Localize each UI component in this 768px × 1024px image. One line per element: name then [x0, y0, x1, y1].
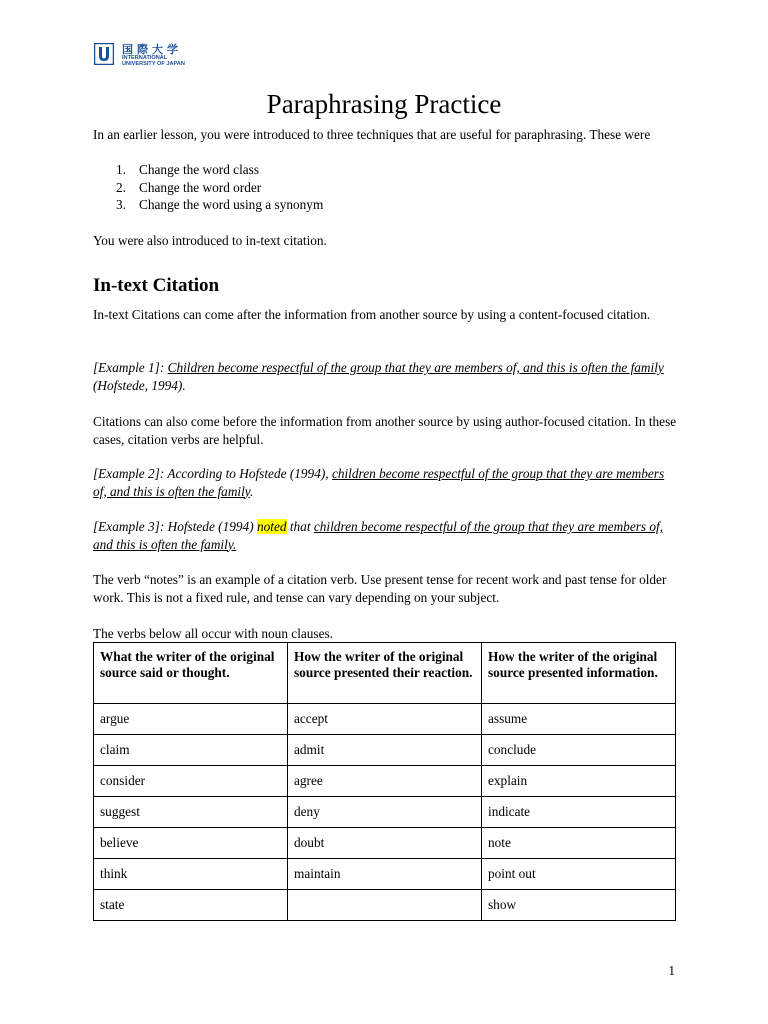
example-2	[93, 465, 678, 500]
table-cell: agree	[288, 766, 482, 797]
table-cell: state	[94, 890, 288, 921]
table-row	[94, 797, 676, 828]
example-1-citation: (Hofstede, 1994).	[93, 377, 186, 393]
table-row	[94, 890, 676, 921]
table-cell: think	[94, 859, 288, 890]
table-row	[94, 828, 676, 859]
table-cell: indicate	[482, 797, 676, 828]
table-header-cell: What the writer of the original source said or thought.	[94, 643, 288, 704]
table-cell: admit	[288, 735, 482, 766]
table-row	[94, 859, 676, 890]
technique-text: Change the word using a synonym	[139, 197, 324, 213]
table-cell: explain	[482, 766, 676, 797]
verbs-table-intro: The verbs below all occur with noun clauses.	[93, 626, 334, 641]
table-header-cell: How the writer of the original source presented their reaction.	[288, 643, 482, 704]
technique-item	[93, 196, 323, 214]
example-3-lead: [Example 3]: Hofstede (1994)	[93, 519, 257, 534]
table-cell: suggest	[94, 797, 288, 828]
table-cell: conclude	[482, 735, 676, 766]
table-header-row	[94, 643, 676, 704]
citation-verbs-table	[93, 642, 676, 921]
logo-japanese-text: 国際大学	[122, 43, 182, 56]
table-cell: deny	[288, 797, 482, 828]
page-number: 1	[668, 963, 675, 978]
table-row	[94, 766, 676, 797]
table-cell: point out	[482, 859, 676, 890]
example-3-highlighted-verb: noted	[256, 519, 287, 534]
example-3	[93, 518, 678, 553]
table-cell: accept	[288, 704, 482, 735]
example-1-label: [Example 1]:	[93, 360, 168, 375]
technique-number: 3.	[116, 197, 126, 213]
table-row	[94, 735, 676, 766]
example-3-quote: children become respectful of the group that they are members of, and this is often the family.	[93, 519, 664, 552]
technique-text: Change the word order	[139, 179, 262, 195]
table-cell: believe	[94, 828, 288, 859]
example-1-quote: Children become respectful of the group that they are members of, and this is often the family	[167, 360, 664, 375]
example-3-mid: that	[286, 519, 314, 534]
techniques-list	[93, 161, 323, 214]
table-cell: claim	[94, 735, 288, 766]
table-cell: show	[482, 890, 676, 921]
section-heading-in-text-citation: In-text Citation	[93, 275, 220, 296]
example-2-lead: [Example 2]: According to Hofstede (1994),	[93, 466, 332, 481]
table-cell: assume	[482, 704, 676, 735]
table-row	[94, 704, 676, 735]
logo-english-line2: UNIVERSITY OF JAPAN	[122, 61, 185, 67]
example-2-end: .	[249, 483, 254, 499]
example-2-quote: children become respectful of the group that they are members of, and this is often the family	[93, 466, 665, 499]
citation-intro-paragraph: In-text Citations can come after the information from another source by using a content-focused citation.	[93, 307, 651, 322]
technique-number: 1.	[116, 162, 126, 177]
intro-paragraph: In an earlier lesson, you were introduced to three techniques that are useful for paraphrasing. These were	[93, 127, 651, 142]
logo-english-line1: INTERNATIONAL	[122, 55, 168, 61]
technique-number: 2.	[116, 179, 126, 195]
technique-item	[93, 179, 323, 197]
author-focused-paragraph: Citations can also come before the information from another source by using author-focused citation. In these cases, citation verbs are helpful.	[93, 414, 677, 447]
technique-item	[93, 161, 323, 179]
technique-text: Change the word class	[139, 162, 260, 177]
also-intro-paragraph: You were also introduced to in-text citation.	[93, 233, 327, 248]
university-logo-icon	[94, 43, 114, 65]
table-cell: maintain	[288, 859, 482, 890]
table-header-cell: How the writer of the original source presented information.	[482, 643, 676, 704]
table-cell: consider	[94, 766, 288, 797]
table-cell: argue	[94, 704, 288, 735]
citation-verb-note: The verb “notes” is an example of a citation verb. Use present tense for recent work and past tense for older work. This is not a fixed rule, and tense can vary depending on your subject.	[93, 572, 667, 605]
table-cell: note	[482, 828, 676, 859]
page-title: Paraphrasing Practice	[266, 89, 502, 119]
table-cell: doubt	[288, 828, 482, 859]
university-logo	[94, 43, 214, 69]
example-1	[93, 359, 678, 394]
table-cell	[288, 890, 482, 921]
